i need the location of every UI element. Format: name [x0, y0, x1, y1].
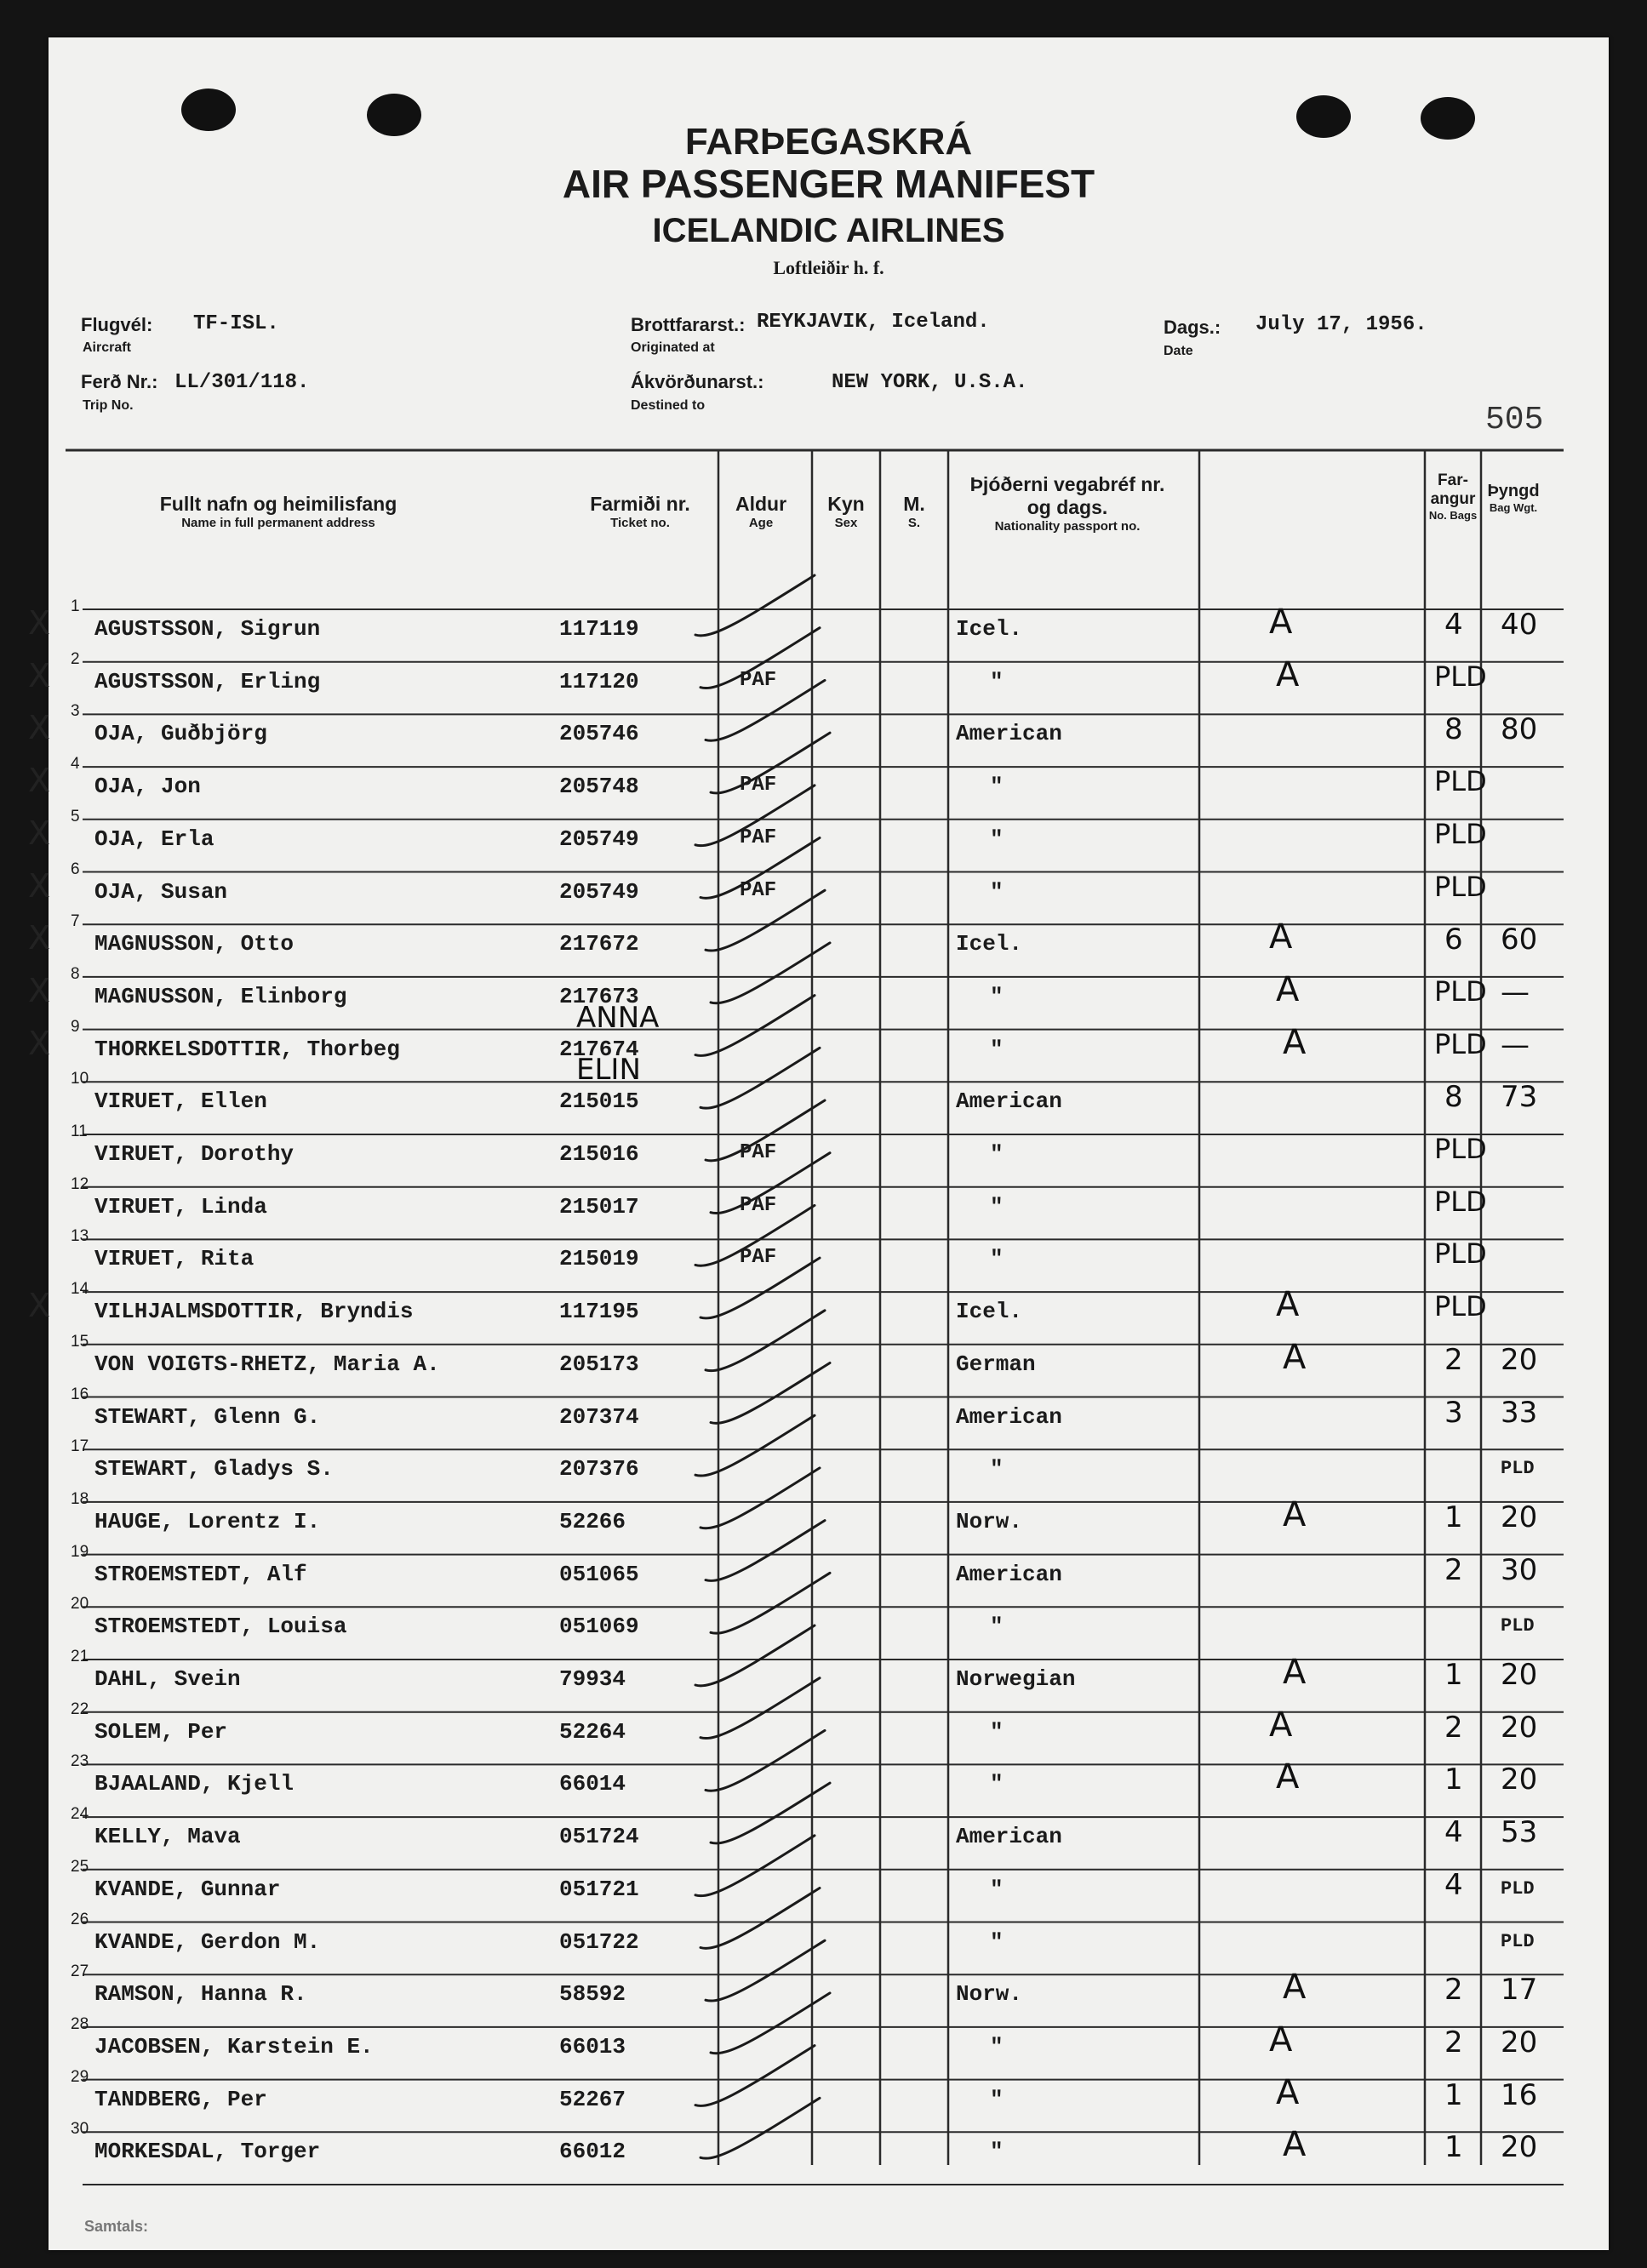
checked-x-mark: X	[28, 1287, 51, 1325]
row-number: 17	[71, 1437, 89, 1456]
passenger-name: STEWART, Gladys S.	[94, 1456, 334, 1482]
row-number: 8	[71, 964, 80, 983]
bags-count: PLD	[1434, 817, 1487, 850]
handwritten-annotation: ANNA	[576, 1000, 660, 1035]
bag-weight: 20	[1501, 1658, 1538, 1692]
checked-x-mark: X	[28, 762, 51, 800]
handwritten-mark: A	[1269, 2019, 1293, 2059]
bag-weight: PLD	[1501, 1877, 1535, 1900]
col-header-weight: Þyngd Bag Wgt.	[1487, 482, 1540, 514]
bags-count: 2	[1444, 1710, 1463, 1745]
ticket-number: 051065	[559, 1561, 639, 1587]
passenger-name: AGUSTSSON, Sigrun	[94, 616, 321, 642]
handwritten-mark: A	[1269, 1705, 1293, 1745]
ticket-number: 207374	[559, 1403, 639, 1430]
nationality: "	[990, 1876, 1004, 1902]
bags-count: PLD	[1434, 660, 1487, 693]
nationality: American	[956, 1824, 1062, 1850]
ticket-number: 051069	[559, 1614, 639, 1640]
ticket-number: 215016	[559, 1141, 639, 1167]
destination-value: NEW YORK, U.S.A.	[832, 371, 1028, 394]
footer-total-label: Samtals:	[84, 2218, 149, 2235]
bags-count: PLD	[1434, 765, 1487, 798]
age-value: PAF	[740, 1193, 777, 1217]
nationality: "	[990, 1614, 1004, 1640]
bag-weight: 20	[1501, 1500, 1538, 1534]
bag-weight: 30	[1501, 1552, 1538, 1587]
handwritten-mark: A	[1276, 1757, 1300, 1797]
handwritten-mark: A	[1276, 2072, 1300, 2112]
row-number: 6	[71, 860, 80, 878]
ticket-number: 205749	[559, 878, 639, 905]
manifest-page	[28, 37, 1609, 2250]
trip-label-en: Trip No.	[83, 398, 134, 413]
bags-count: 6	[1444, 923, 1463, 957]
destination-label-en: Destined to	[631, 398, 706, 413]
nationality: "	[990, 878, 1004, 905]
nationality: American	[956, 1403, 1062, 1430]
nationality: Norw.	[956, 1981, 1023, 2008]
ticket-number: 66013	[559, 2033, 626, 2059]
bags-count: 3	[1444, 1395, 1463, 1430]
bag-weight: 40	[1501, 608, 1538, 642]
ticket-number: 52264	[559, 1718, 626, 1745]
ticket-number: 117119	[559, 616, 639, 642]
bags-count: 4	[1444, 1867, 1463, 1902]
handwritten-mark: A	[1276, 1285, 1300, 1325]
bag-weight: 20	[1501, 1710, 1538, 1745]
nationality: "	[990, 1928, 1004, 1955]
passenger-name: HAUGE, Lorentz I.	[94, 1508, 321, 1534]
nationality: "	[990, 1246, 1004, 1272]
handwritten-mark: A	[1276, 654, 1300, 694]
nationality: "	[990, 668, 1004, 694]
trip-label: Ferð Nr.:	[81, 371, 158, 392]
ticket-number: 79934	[559, 1666, 626, 1692]
checked-x-mark: X	[28, 866, 51, 905]
age-value: PAF	[740, 774, 777, 797]
bags-count: 2	[1444, 1552, 1463, 1587]
ticket-number: 215015	[559, 1088, 639, 1115]
col-header-ms: M. S.	[903, 493, 925, 530]
passenger-name: MAGNUSSON, Elinborg	[94, 983, 347, 1009]
passenger-name: SOLEM, Per	[94, 1718, 228, 1745]
bag-weight: PLD	[1501, 1458, 1535, 1480]
nationality: "	[990, 826, 1004, 852]
bags-count: PLD	[1434, 870, 1487, 903]
bag-weight: 20	[1501, 1762, 1538, 1797]
col-header-sex: Kyn Sex	[827, 493, 865, 530]
col-header-age: Aldur Age	[735, 493, 787, 530]
ticket-number: 217674	[559, 1036, 639, 1062]
passenger-name: KVANDE, Gunnar	[94, 1876, 281, 1902]
airline-name: ICELANDIC AIRLINES	[652, 212, 1005, 249]
col-header-ticket: Farmiði nr. Ticket no.	[590, 493, 690, 530]
checked-x-mark: X	[28, 604, 51, 642]
nationality: "	[990, 2086, 1004, 2112]
row-number: 10	[71, 1070, 89, 1088]
row-number: 26	[71, 1910, 89, 1928]
nationality: "	[990, 1193, 1004, 1220]
passenger-name: STROEMSTEDT, Louisa	[94, 1614, 347, 1640]
nationality: "	[990, 2033, 1004, 2059]
bag-weight: 60	[1501, 923, 1538, 957]
age-value: PAF	[740, 1141, 777, 1164]
row-number: 20	[71, 1595, 89, 1614]
nationality: American	[956, 1561, 1062, 1587]
bag-weight: 33	[1501, 1395, 1538, 1430]
bag-weight: —	[1501, 1027, 1530, 1062]
row-number: 14	[71, 1280, 89, 1299]
passenger-name: AGUSTSSON, Erling	[94, 668, 321, 694]
bag-weight: —	[1501, 974, 1530, 1009]
ticket-number: 66012	[559, 2139, 626, 2165]
nationality: "	[990, 1141, 1004, 1167]
row-number: 21	[71, 1648, 89, 1665]
passenger-name: RAMSON, Hanna R.	[94, 1981, 307, 2008]
nationality: American	[956, 721, 1062, 747]
handwritten-mark: A	[1283, 1494, 1307, 1534]
checked-x-mark: X	[28, 709, 51, 747]
passenger-name: KELLY, Mava	[94, 1824, 241, 1850]
row-number: 30	[71, 2120, 89, 2139]
bags-count: 1	[1444, 2130, 1463, 2165]
passenger-name: KVANDE, Gerdon M.	[94, 1928, 321, 1955]
bag-weight: 20	[1501, 1342, 1538, 1377]
date-value: July 17, 1956.	[1255, 313, 1427, 336]
nationality: Icel.	[956, 1299, 1023, 1325]
row-number: 12	[71, 1174, 89, 1193]
nationality: "	[990, 1036, 1004, 1062]
bags-count: 8	[1444, 1080, 1463, 1115]
ticket-number: 051721	[559, 1876, 639, 1902]
aircraft-value: TF-ISL.	[193, 312, 279, 335]
bag-weight: PLD	[1501, 1930, 1535, 1952]
ticket-number: 051722	[559, 1928, 639, 1955]
ticket-number: 205746	[559, 721, 639, 747]
passenger-name: VIRUET, Rita	[94, 1246, 254, 1272]
handwritten-mark: A	[1269, 603, 1293, 642]
ticket-number: 207376	[559, 1456, 639, 1482]
bags-count: 4	[1444, 608, 1463, 642]
nationality: German	[956, 1351, 1036, 1377]
col-header-name: Fullt nafn og heimilisfang Name in full permanent address	[159, 493, 397, 530]
row-number: 13	[71, 1227, 89, 1246]
row-number: 24	[71, 1805, 89, 1824]
bags-count: 2	[1444, 2025, 1463, 2059]
passenger-name: VIRUET, Dorothy	[94, 1141, 295, 1167]
passenger-name: TANDBERG, Per	[94, 2086, 267, 2112]
ticket-number: 117195	[559, 1299, 639, 1325]
passenger-name: THORKELSDOTTIR, Thorbeg	[94, 1036, 400, 1062]
checked-x-mark: X	[28, 1024, 51, 1062]
ticket-number: 205748	[559, 774, 639, 800]
ticket-number: 52267	[559, 2086, 626, 2112]
ticket-number: 217673	[559, 983, 639, 1009]
row-number: 4	[71, 755, 80, 774]
handwritten-mark: A	[1283, 1653, 1307, 1692]
passenger-name: JACOBSEN, Karstein E.	[94, 2033, 374, 2059]
nationality: "	[990, 2139, 1004, 2165]
title-icelandic: FARÞEGASKRÁ	[684, 121, 973, 163]
nationality: American	[956, 1088, 1062, 1115]
passenger-name: BJAALAND, Kjell	[94, 1771, 295, 1797]
row-number: 2	[71, 649, 80, 668]
bag-weight: PLD	[1501, 1615, 1535, 1637]
handwritten-annotation: ELIN	[576, 1053, 641, 1088]
row-number: 5	[71, 807, 80, 826]
bag-weight: 73	[1501, 1080, 1538, 1115]
row-number: 15	[71, 1332, 89, 1351]
row-number: 1	[71, 597, 80, 615]
row-number: 16	[71, 1385, 89, 1403]
passenger-name: OJA, Guðbjörg	[94, 721, 267, 747]
bags-count: 4	[1444, 1815, 1463, 1850]
bag-weight: 20	[1501, 2130, 1538, 2165]
bags-count: 1	[1444, 2077, 1463, 2112]
handwritten-mark: A	[1283, 1968, 1307, 2008]
passenger-name: MAGNUSSON, Otto	[94, 931, 295, 957]
bags-count: PLD	[1434, 1185, 1487, 1218]
row-number: 28	[71, 2014, 89, 2033]
checked-x-mark: X	[28, 656, 51, 694]
bags-count: 2	[1444, 1973, 1463, 2008]
row-number: 23	[71, 1752, 89, 1771]
checked-x-mark: X	[28, 919, 51, 957]
row-number: 29	[71, 2067, 89, 2086]
ticket-number: 051724	[559, 1824, 639, 1850]
row-number: 22	[71, 1700, 89, 1718]
bags-count: 1	[1444, 1762, 1463, 1797]
destination-label: Ákvörðunarst.:	[631, 371, 764, 392]
handwritten-mark: A	[1276, 969, 1300, 1009]
age-value: PAF	[740, 668, 777, 692]
row-number: 11	[71, 1123, 88, 1140]
passenger-name: VIRUET, Ellen	[94, 1088, 267, 1115]
handwritten-mark: A	[1283, 2125, 1307, 2165]
row-number: 18	[71, 1489, 89, 1508]
nationality: "	[990, 1718, 1004, 1745]
age-value: PAF	[740, 1246, 777, 1270]
passenger-name: OJA, Jon	[94, 774, 201, 800]
bag-weight: 53	[1501, 1815, 1538, 1850]
row-number: 3	[71, 702, 80, 721]
row-number: 27	[71, 1962, 89, 1981]
age-value: PAF	[740, 826, 777, 849]
handwritten-mark: A	[1283, 1337, 1307, 1377]
bag-weight: 20	[1501, 2025, 1538, 2059]
checked-x-mark: X	[28, 971, 51, 1009]
ticket-number: 52266	[559, 1508, 626, 1534]
nationality: Icel.	[956, 931, 1023, 957]
bag-weight: 16	[1501, 2077, 1538, 2112]
aircraft-label: Flugvél:	[81, 314, 153, 335]
passenger-name: STROEMSTEDT, Alf	[94, 1561, 307, 1587]
bags-count: 1	[1444, 1658, 1463, 1692]
bag-weight: 80	[1501, 712, 1538, 747]
bags-count: PLD	[1434, 1290, 1487, 1323]
passenger-name: MORKESDAL, Torger	[94, 2139, 321, 2165]
ticket-number: 215017	[559, 1193, 639, 1220]
ticket-number: 215019	[559, 1246, 639, 1272]
company-name: Loftleiðir h. f.	[773, 257, 884, 278]
nationality: "	[990, 774, 1004, 800]
date-label-en: Date	[1164, 344, 1193, 358]
handwritten-mark: A	[1283, 1022, 1307, 1062]
passenger-name: VILHJALMSDOTTIR, Bryndis	[94, 1299, 414, 1325]
origin-label-en: Originated at	[631, 340, 715, 355]
bags-count: PLD	[1434, 1133, 1487, 1165]
ticket-number: 205749	[559, 826, 639, 852]
ticket-number: 58592	[559, 1981, 626, 2008]
row-number: 19	[71, 1542, 89, 1561]
nationality: Norw.	[956, 1508, 1023, 1534]
aircraft-label-en: Aircraft	[83, 340, 131, 355]
age-value: PAF	[740, 878, 777, 902]
bags-count: 8	[1444, 712, 1463, 747]
row-number: 7	[71, 912, 80, 931]
date-label: Dags.:	[1164, 317, 1221, 338]
nationality: "	[990, 1771, 1004, 1797]
bags-count: PLD	[1434, 974, 1487, 1008]
title-english: AIR PASSENGER MANIFEST	[562, 162, 1095, 206]
ticket-number: 217672	[559, 931, 639, 957]
passenger-name: DAHL, Svein	[94, 1666, 241, 1692]
passenger-name: OJA, Erla	[94, 826, 214, 852]
nationality: Norwegian	[956, 1666, 1076, 1692]
bags-count: 2	[1444, 1342, 1463, 1377]
ticket-number: 205173	[559, 1351, 639, 1377]
nationality: Icel.	[956, 616, 1023, 642]
bag-weight: 17	[1501, 1973, 1538, 2008]
ticket-number: 117120	[559, 668, 639, 694]
row-number: 9	[71, 1017, 80, 1036]
passenger-name: VON VOIGTS-RHETZ, Maria A.	[94, 1351, 440, 1377]
handwritten-mark: A	[1269, 917, 1293, 957]
origin-label: Brottfararst.:	[631, 314, 746, 335]
page-number: 505	[1485, 402, 1544, 438]
bags-count: 1	[1444, 1500, 1463, 1534]
checked-x-mark: X	[28, 814, 51, 852]
bags-count: PLD	[1434, 1237, 1487, 1271]
ticket-number: 66014	[559, 1771, 626, 1797]
passenger-name: VIRUET, Linda	[94, 1193, 267, 1220]
col-header-bags: Far-angur No. Bags	[1428, 471, 1478, 522]
col-header-nationality: Þjóðerni vegabréf nr. og dags. Nationality passport no.	[969, 473, 1165, 534]
trip-value: LL/301/118.	[174, 371, 310, 394]
passenger-name: STEWART, Glenn G.	[94, 1403, 321, 1430]
nationality: "	[990, 983, 1004, 1009]
nationality: "	[990, 1456, 1004, 1482]
origin-value: REYKJAVIK, Iceland.	[757, 311, 990, 334]
row-number: 25	[71, 1857, 89, 1876]
bags-count: PLD	[1434, 1027, 1487, 1060]
passenger-name: OJA, Susan	[94, 878, 228, 905]
